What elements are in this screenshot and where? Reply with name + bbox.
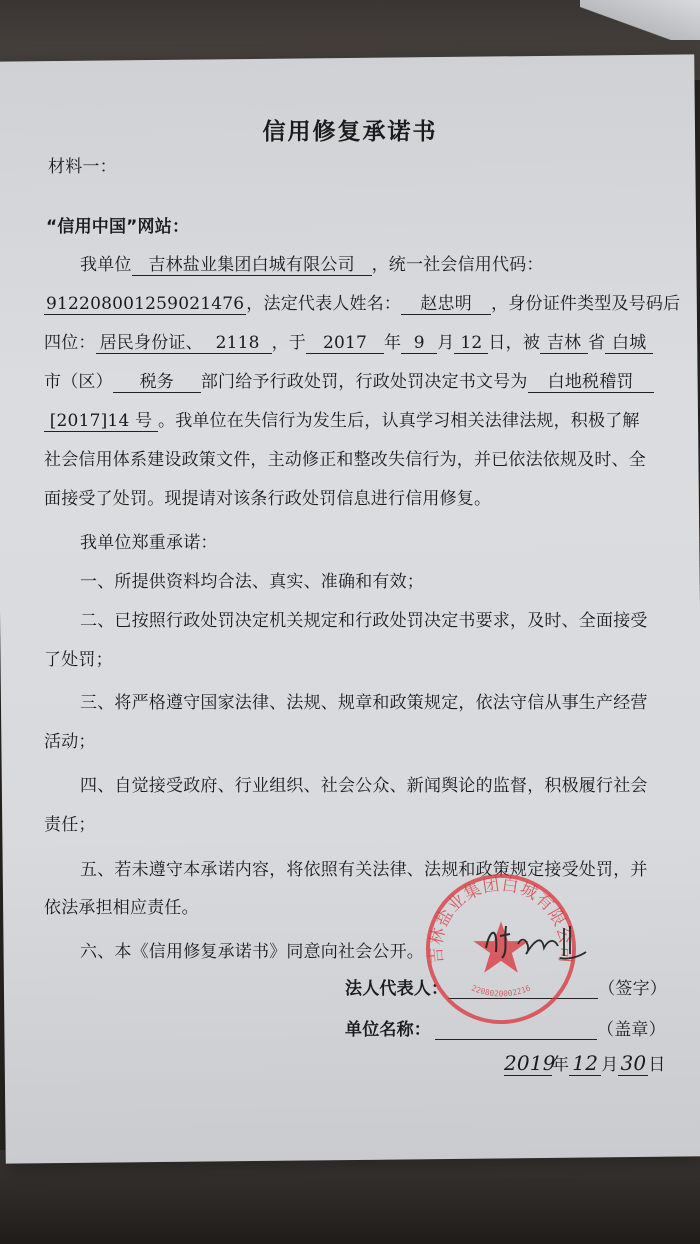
svg-text:2208020002216 — [470, 983, 532, 998]
text-segment: 月 — [437, 333, 455, 353]
date-month: 12 — [569, 1051, 601, 1076]
pledge-item-4a: 四、自觉接受政府、行业组织、社会公众、新闻舆论的监督，积极履行社会 — [80, 776, 648, 796]
background-bottom — [0, 1150, 700, 1244]
id-last4-field: 2118 — [204, 333, 272, 354]
text-segment: 市（区） — [44, 372, 113, 392]
pledge-item-6: 六、本《信用修复承诺书》同意向社会公开。 — [80, 942, 424, 962]
pledge-item-3b: 活动； — [44, 732, 96, 752]
rep-name-field: 赵忠明 — [401, 289, 491, 315]
text-segment: 。我单位在失信行为发生后，认真学习相关法律法规，积极了解 — [158, 411, 640, 431]
doc-number-field-part2: [2017]14 号 — [44, 406, 158, 432]
doc-number-field-part1: 白地税稽罚 — [528, 367, 654, 393]
pledge-item-2a: 二、已按照行政处罚决定机关规定和行政处罚决定书要求，及时、全面接受 — [80, 611, 648, 631]
date-year: 2019 — [504, 1051, 556, 1075]
pledge-item-3a: 三、将严格遵守国家法律、法规、规章和政策规定，依法守信从事生产经营 — [80, 693, 648, 713]
rep-label: 法人代表人： — [345, 979, 449, 999]
text-segment: 部门给予行政处罚，行政处罚决定书文号为 — [200, 372, 528, 392]
id-type-field: 居民身份证、 — [96, 328, 204, 354]
pledge-item-5b: 依法承担相应责任。 — [44, 898, 199, 918]
province-field: 吉林 — [540, 328, 588, 354]
p1-line3 — [44, 328, 653, 354]
credit-code-field: 912208001259021476 — [46, 294, 245, 314]
p1-line7: 面接受了处罚。现提请对该条行政处罚信息进行信用修复。 — [44, 489, 492, 509]
unit-label: 单位名称： — [345, 1020, 431, 1040]
text-segment: ，于 — [271, 333, 307, 353]
date-month-suffix: 月 — [601, 1055, 619, 1075]
pledge-item-1: 一、所提供资料均合法、真实、准确和有效； — [80, 572, 424, 592]
year-field: 2017 — [306, 333, 384, 354]
addressee: “信用中国”网站： — [46, 217, 190, 237]
company-name-field: 吉林盐业集团白城有限公司 — [132, 250, 372, 276]
handwritten-signature — [480, 918, 590, 964]
unit-suffix: （盖章） — [597, 1020, 666, 1040]
document-title: 信用修复承诺书 — [262, 119, 438, 145]
pledge-item-4b: 责任； — [44, 815, 96, 835]
seal-number: 2208020002216 — [470, 983, 532, 999]
p1-line6: 社会信用体系建设政策文件，主动修正和整改失信行为，并已依法依规及时、全 — [44, 450, 646, 470]
p1-line1 — [80, 250, 544, 276]
text-segment: ，法定代表人姓名： — [246, 294, 402, 314]
date-year-suffix: 年 — [552, 1055, 570, 1075]
p1-line5 — [44, 406, 640, 432]
p1-line2 — [44, 289, 680, 315]
seal-text: 吉林盐业集团白城有限公司 — [425, 873, 577, 965]
date-day-suffix: 日 — [648, 1055, 666, 1075]
text-segment: 我单位 — [80, 255, 132, 275]
month-field: 9 — [401, 333, 437, 354]
pledge-intro: 我单位郑重承诺： — [80, 533, 218, 553]
pledge-item-2b: 了处罚； — [44, 650, 113, 670]
rep-suffix: （签字） — [598, 979, 668, 999]
text-segment: 省 — [588, 333, 606, 353]
text-segment: 日，被 — [488, 333, 541, 353]
text-segment: ，统一社会信用代码： — [371, 255, 544, 275]
dept-field: 税务 — [113, 367, 201, 393]
text-segment: 四位： — [44, 333, 96, 353]
sign-date — [504, 1050, 666, 1076]
pledge-item-5a: 五、若未遵守本承诺内容，将依照有关法律、法规和政策规定接受处罚，并 — [80, 860, 648, 880]
day-field: 12 — [454, 333, 488, 354]
text-segment: 年 — [384, 333, 402, 353]
date-day: 30 — [618, 1051, 648, 1076]
text-segment: ，身份证件类型及号码后 — [491, 294, 681, 314]
p1-line4 — [44, 367, 654, 393]
material-label: 材料一： — [48, 157, 117, 177]
city-field: 白城 — [605, 328, 653, 354]
background-corner-paper — [580, 0, 700, 40]
